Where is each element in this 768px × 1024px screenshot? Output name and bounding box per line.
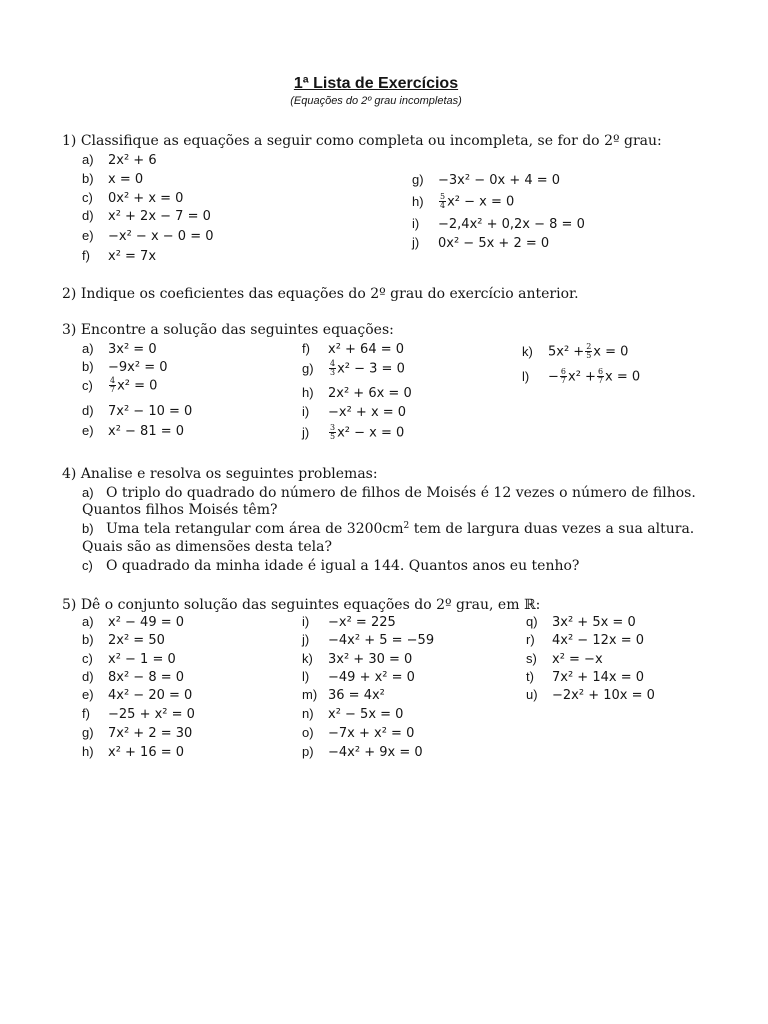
q5-item-a: a) x² − 49 = 0 xyxy=(82,614,185,630)
q4-item-b-line1: b) Uma tela retangular com área de $3200cm^2$ tem de largura duas vezes a sua altura. xyxy=(82,521,695,537)
q5-item-e: e) 4x² − 20 = 0 xyxy=(82,687,193,703)
q4-item-a-line1: a) O triplo do quadrado do número de filhos de Moisés é 12 vezes o número de filhos. xyxy=(82,485,696,501)
q5-item-h: h) x² + 16 = 0 xyxy=(82,744,185,760)
q3-item-g: g) $\frac{4}{3}$ x² − 3 = 0 xyxy=(302,359,405,377)
q1-item-g: g) −3x² − 0x + 4 = 0 xyxy=(412,172,561,188)
q5-item-f: f) −25 + x² = 0 xyxy=(82,706,195,722)
q1-item-j: j) 0x² − 5x + 2 = 0 xyxy=(412,235,550,251)
q4-item-b-line2: Quais são as dimensões desta tela? xyxy=(82,539,332,555)
page-title: 1ª Lista de Exercícios xyxy=(293,75,459,92)
q5-item-b: b) 2x² = 50 xyxy=(82,632,165,648)
q1-item-d: d) x² + 2x − 7 = 0 xyxy=(82,208,211,224)
q1-item-f: f) x² = 7x xyxy=(82,248,157,264)
q3-item-d: d) 7x² − 10 = 0 xyxy=(82,403,193,419)
q5-item-j: j) −4x² + 5 = −59 xyxy=(302,632,435,648)
q1-item-c: c) 0x² + x = 0 xyxy=(82,190,184,206)
question-4-prompt: 4) Analise e resolva os seguintes problemas: xyxy=(62,466,378,482)
q3-item-i: i) −x² + x = 0 xyxy=(302,404,407,420)
q5-item-r: r) 4x² − 12x = 0 xyxy=(526,632,644,648)
q1-item-e: e) −x² − x − 0 = 0 xyxy=(82,228,214,244)
q1-item-a: a) 2x² + 6 xyxy=(82,152,157,168)
q5-item-d: d) 8x² − 8 = 0 xyxy=(82,669,185,685)
q5-item-t: t) 7x² + 14x = 0 xyxy=(526,669,644,685)
q3-item-e: e) x² − 81 = 0 xyxy=(82,423,185,439)
q5-item-p: p) −4x² + 9x = 0 xyxy=(302,744,423,760)
q5-item-q: q) 3x² + 5x = 0 xyxy=(526,614,636,630)
question-2-prompt: 2) Indique os coeficientes das equações do 2º grau do exercício anterior. xyxy=(62,286,579,302)
q5-item-c: c) x² − 1 = 0 xyxy=(82,651,176,667)
q5-item-g: g) 7x² + 2 = 30 xyxy=(82,725,193,741)
q5-item-n: n) x² − 5x = 0 xyxy=(302,706,404,722)
q5-item-s: s) x² = −x xyxy=(526,651,603,667)
question-3-prompt: 3) Encontre a solução das seguintes equações: xyxy=(62,322,394,338)
q4-item-a-line2: Quantos filhos Moisés têm? xyxy=(82,502,278,518)
q1-item-b: b) x = 0 xyxy=(82,171,144,187)
page-subtitle: (Equações do 2º grau incompletas) xyxy=(290,95,462,107)
q3-item-f: f) x² + 64 = 0 xyxy=(302,341,405,357)
q5-item-k: k) 3x² + 30 = 0 xyxy=(302,651,413,667)
q3-item-j: j) $\frac{3}{5}$ x² − x = 0 xyxy=(302,423,405,441)
question-5-prompt: 5) Dê o conjunto solução das seguintes equações do 2º grau, em ℝ: xyxy=(62,597,541,613)
q5-item-l: l) −49 + x² = 0 xyxy=(302,669,415,685)
q4-item-c-line1: c) O quadrado da minha idade é igual a 144. Quantos anos eu tenho? xyxy=(82,558,580,574)
q3-item-h: h) 2x² + 6x = 0 xyxy=(302,385,412,401)
q3-item-k: k) 5x² + $\frac{2}{5}$ x = 0 xyxy=(522,342,629,360)
q5-item-i: i) −x² = 225 xyxy=(302,614,396,630)
q5-item-u: u) −2x² + 10x = 0 xyxy=(526,687,655,703)
q3-item-a: a) 3x² = 0 xyxy=(82,341,157,357)
q3-item-c: c) $\frac{4}{7}$ x² = 0 xyxy=(82,376,158,394)
q5-item-m: m) 36 = 4x² xyxy=(302,687,385,703)
question-1-prompt: 1) Classifique as equações a seguir como completa ou incompleta, se for do 2º grau: xyxy=(62,133,662,149)
q1-item-h: h) $\frac{5}{4}$ x² − x = 0 xyxy=(412,192,515,210)
q1-item-i: i) −2,4x² + 0,2x − 8 = 0 xyxy=(412,216,585,232)
q3-item-b: b) −9x² = 0 xyxy=(82,359,168,375)
q5-item-o: o) −7x + x² = 0 xyxy=(302,725,415,741)
q3-item-l: l) − $\frac{6}{7}$ x² + $\frac{6}{7}$ x = 0 xyxy=(522,367,641,385)
